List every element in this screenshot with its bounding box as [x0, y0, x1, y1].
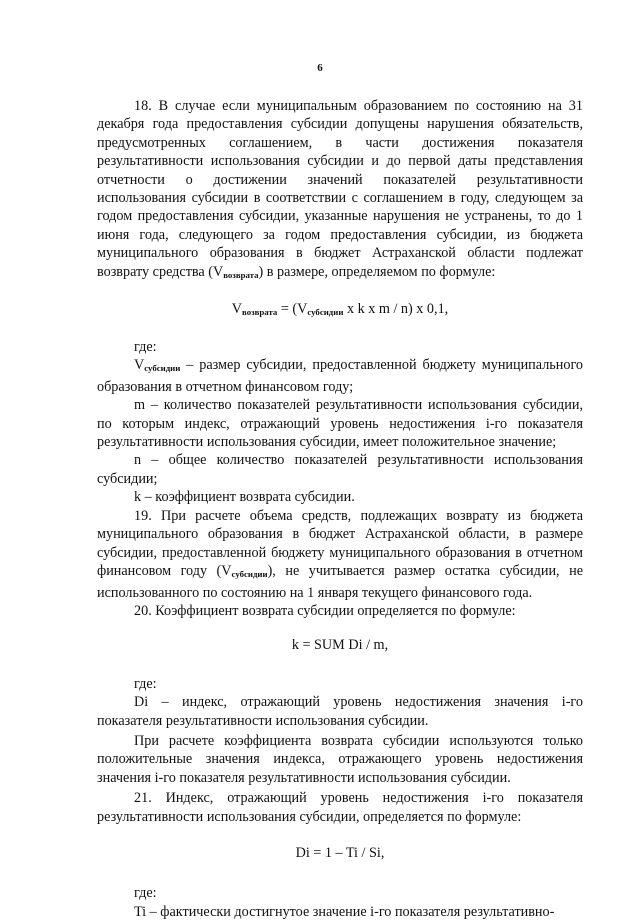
paragraph-18-text-a: 18. В случае если муниципальным образованием по состоянию на 31 декабря года предоставления субсидии допущены нарушения обязательств, предусмотренных соглашением, в части достижения показателя результативности использования субсидии и до первой даты представления отчетности о достижении значений показателей результативности использования субсидии в соответствии с соглашением в году, следующем за годом предоставления субсидии, указанные нарушения не устранены, то до 1 июня года, следующего за годом предоставления субсидии, из бюджета муниципального образования в бюджет Астраханской области подлежат возврату средства (V [97, 98, 583, 280]
formula1-sub1: возврата [242, 307, 278, 318]
formula1-sub2: субсидии [307, 307, 344, 318]
formula1-mid: = (V [277, 301, 308, 318]
where-label-2: где: [134, 675, 157, 692]
formula1-v: V [231, 301, 243, 318]
where-label-1: где: [134, 338, 157, 355]
definition-n: n – общее количество показателей результативности использования субсидии; [97, 452, 583, 487]
paragraph-20: 20. Коэффициент возврата субсидии определяется по формуле: [134, 602, 516, 619]
paragraph-note: При расчете коэффициента возврата субсидии используются только положительные значения индекса, отражающего уровень недостижения значения i-го показателя результативности использования субсидии. [97, 732, 583, 786]
definition-di: Di – индекс, отражающий уровень недостижения значения i-го показателя результативности использования субсидии. [97, 694, 583, 729]
definition-m: m – количество показателей результативности использования субсидии, по которым индекс, отражающий уровень недостижения i-го показателя результативности использования субсидии, имеет положительное значение; [97, 397, 583, 451]
paragraph-18-subscript: возврата [223, 269, 259, 280]
def-v-text: – размер субсидии, предоставленной бюджету муниципального образования в отчетном финансовом году; [97, 357, 583, 395]
formula-index: Di = 1 – Ti / Si, [295, 844, 385, 861]
formula-return-volume [97, 300, 583, 322]
formula1-rest: x k x m / n) x 0,1, [343, 301, 449, 318]
paragraph-21: 21. Индекс, отражающий уровень недостижения i-го показателя результативности использования субсидии, определяется по формуле: [97, 790, 583, 825]
definition-k: k – коэффициент возврата субсидии. [134, 489, 355, 506]
paragraph-19 [97, 507, 583, 602]
def-v-subscript: субсидии [144, 363, 181, 374]
paragraph-18-text-b: ) в размере, определяемом по формуле: [258, 263, 496, 280]
document-body [97, 97, 583, 921]
formula-coefficient: k = SUM Di / m, [291, 637, 389, 654]
paragraph-19-text-a: 19. При расчете объема средств, подлежащих возврату из бюджета муниципального образования в бюджет Астраханской области, в размере субсидии, предоставленной бюджету муниципального образования в отчетном финансовом году (V [97, 507, 583, 579]
definition-v-subsidy [97, 356, 583, 396]
def-v-letter: V [134, 357, 145, 374]
paragraph-18 [97, 97, 583, 284]
page-number: 6 [317, 62, 323, 74]
paragraph-19-subscript: субсидии [231, 569, 268, 580]
where-label-3: где: [134, 885, 157, 902]
definition-ti: Ti – фактически достигнутое значение i-го показателя результативно- [134, 903, 555, 920]
paragraph-19-text-b: ), не учитывается размер остатка субсидии, не использованного по состоянию на 1 января текущего финансового года. [97, 562, 583, 601]
